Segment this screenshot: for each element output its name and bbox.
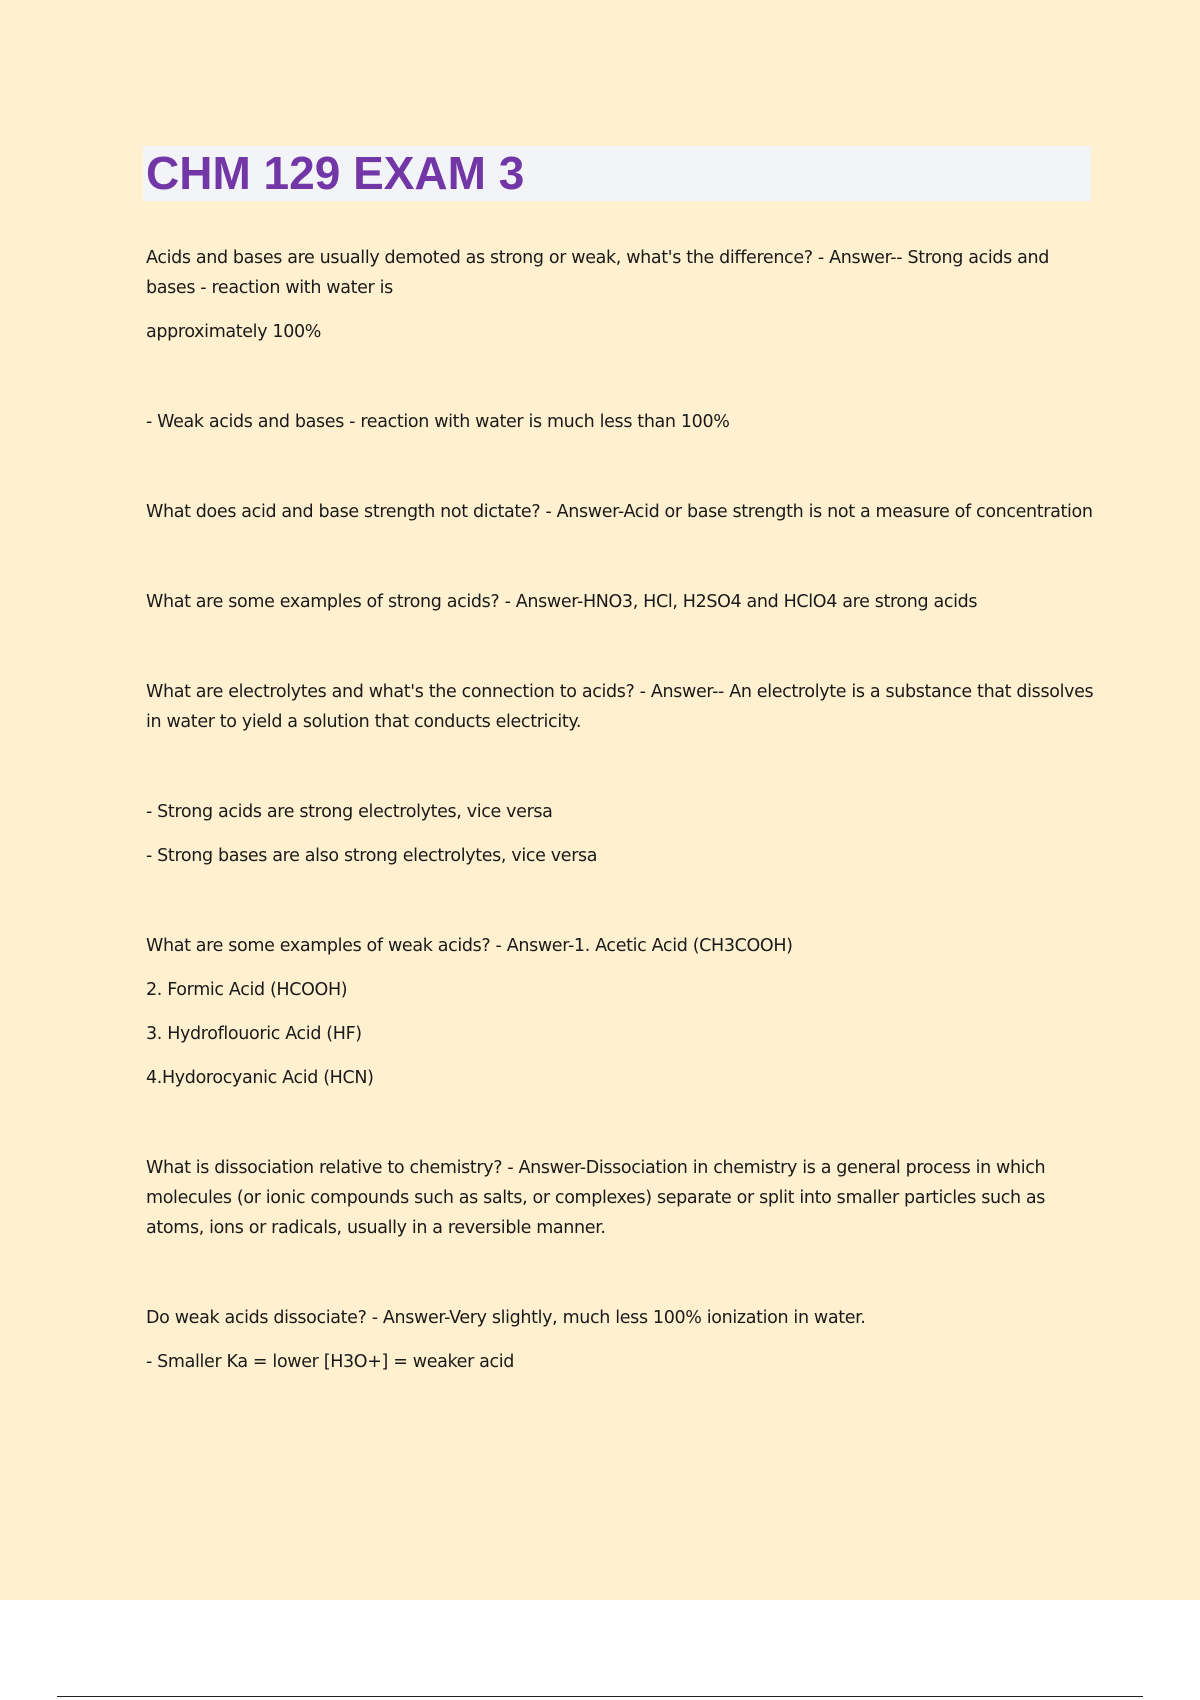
qa-paragraph: What does acid and base strength not dictate? - Answer-Acid or base strength is not a measure of concentration <box>146 502 1093 522</box>
qa-paragraph: 4.Hydorocyanic Acid (HCN) <box>146 1068 374 1088</box>
qa-paragraph: Acids and bases are usually demoted as strong or weak, what's the difference? - Answer-- Strong acids and bases - reaction with water is <box>146 248 1050 298</box>
qa-paragraph: - Weak acids and bases - reaction with water is much less than 100% <box>146 412 730 432</box>
document-title: CHM 129 EXAM 3 <box>146 147 525 199</box>
footer-divider <box>57 1696 1143 1697</box>
qa-paragraph: 3. Hydroflouoric Acid (HF) <box>146 1024 362 1044</box>
qa-paragraph: - Smaller Ka = lower [H3O+] = weaker acid <box>146 1352 515 1372</box>
qa-paragraph: Do weak acids dissociate? - Answer-Very slightly, much less 100% ionization in water. <box>146 1308 866 1328</box>
document-body <box>146 243 1096 1377</box>
qa-paragraph: approximately 100% <box>146 322 322 342</box>
qa-paragraph: - Strong bases are also strong electrolytes, vice versa <box>146 846 598 866</box>
qa-paragraph: 2. Formic Acid (HCOOH) <box>146 980 348 1000</box>
qa-paragraph: What is dissociation relative to chemistry? - Answer-Dissociation in chemistry is a general process in which molecules (or ionic compounds such as salts, or complexes) separate or split into smaller particles such as atoms, ions or radicals, usually in a reversible manner. <box>146 1158 1046 1238</box>
qa-paragraph: What are some examples of weak acids? - Answer-1. Acetic Acid (CH3COOH) <box>146 936 793 956</box>
qa-paragraph: What are some examples of strong acids? - Answer-HNO3, HCl, H2SO4 and HClO4 are strong acids <box>146 592 978 612</box>
qa-paragraph: What are electrolytes and what's the connection to acids? - Answer-- An electrolyte is a substance that dissolves in water to yield a solution that conducts electricity. <box>146 682 1094 732</box>
qa-paragraph: - Strong acids are strong electrolytes, vice versa <box>146 802 553 822</box>
